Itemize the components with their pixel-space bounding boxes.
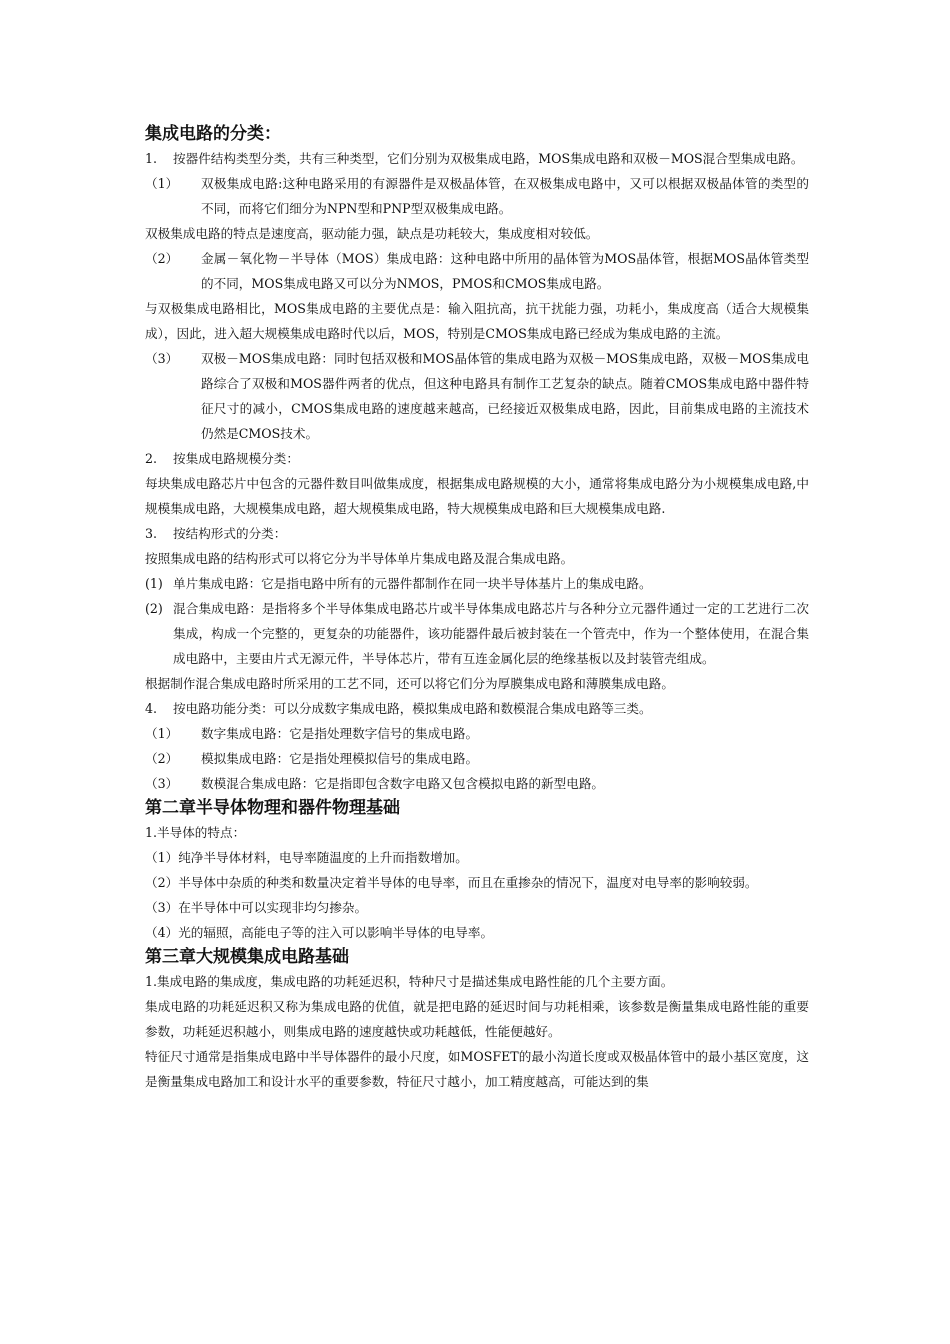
sub-item-digital <box>145 721 809 746</box>
paragraph: （3）在半导体中可以实现非均匀掺杂。 <box>145 900 368 915</box>
list-text: 混合集成电路：是指将多个半导体集成电路芯片或半导体集成电路芯片与各种分立元器件通过一定的工艺进行二次集成，构成一个完整的，更复杂的功能器件，该功能器件最后被封装在一个管壳中，作为一个整体使用，在混合集成电路中，主要由片式无源元件，半导体芯片，带有互连金属化层的绝缘基板以及封装管壳组成。 <box>173 601 809 666</box>
paragraph: 集成电路的功耗延迟积又称为集成电路的优值，就是把电路的延迟时间与功耗相乘，该参数是衡量集成电路性能的重要参数，功耗延迟积越小，则集成电路的速度越快或功耗越低，性能便越好。 <box>145 999 809 1039</box>
paragraph: 与双极集成电路相比，MOS集成电路的主要优点是：输入阻抗高，抗干扰能力强，功耗小，集成度高（适合大规模集成），因此，进入超大规模集成电路时代以后，MOS，特别是CMOS集成电路已经成为集成电路的主流。 <box>145 301 809 341</box>
list-marker: （1） <box>145 726 179 741</box>
sub-item-mos <box>145 246 809 296</box>
list-marker: 4. <box>145 701 158 716</box>
paragraph: 按照集成电路的结构形式可以将它分为半导体单片集成电路及混合集成电路。 <box>145 551 574 566</box>
list-item-1 <box>145 146 809 171</box>
list-marker: (2) <box>145 601 163 616</box>
paragraph: 特征尺寸通常是指集成电路中半导体器件的最小尺度，如MOSFET的最小沟道长度或双极晶体管中的最小基区宽度，这是衡量集成电路加工和设计水平的重要参数，特征尺寸越小，加工精度越高，可能达到的集 <box>145 1049 809 1089</box>
list-text: 按结构形式的分类： <box>173 526 287 541</box>
list-text: 数模混合集成电路：它是指即包含数字电路又包含模拟电路的新型电路。 <box>201 776 604 791</box>
list-marker: （1） <box>145 176 179 191</box>
list-marker: （2） <box>145 251 179 266</box>
sub-item-analog <box>145 746 809 771</box>
list-text: 按电路功能分类：可以分成数字集成电路，模拟集成电路和数模混合集成电路等三类。 <box>173 701 652 716</box>
list-text: 按集成电路规模分类： <box>173 451 299 466</box>
chapter-heading-3: 第三章大规模集成电路基础 <box>145 947 349 967</box>
list-item-4 <box>145 696 809 721</box>
sub-item-bipolar <box>145 171 809 221</box>
list-marker: 3. <box>145 526 158 541</box>
paragraph: （4）光的辐照，高能电子等的注入可以影响半导体的电导率。 <box>145 925 494 940</box>
list-marker: （3） <box>145 776 179 791</box>
list-text: 双极集成电路:这种电路采用的有源器件是双极晶体管，在双极集成电路中，又可以根据双极晶体管的类型的不同，而将它们细分为NPN型和PNP型双极集成电路。 <box>201 176 809 216</box>
section-heading-ic-classification: 集成电路的分类： <box>145 124 281 144</box>
paragraph: （2）半导体中杂质的种类和数量决定着半导体的电导率，而且在重掺杂的情况下，温度对电导率的影响较弱。 <box>145 875 758 890</box>
list-text: 金属－氧化物－半导体（MOS）集成电路：这种电路中所用的晶体管为MOS晶体管，根据MOS晶体管类型的不同，MOS集成电路又可以分为NMOS，PMOS和CMOS集成电路。 <box>201 251 809 291</box>
list-text: 按器件结构类型分类，共有三种类型，它们分别为双极集成电路，MOS集成电路和双极－MOS混合型集成电路。 <box>173 151 804 166</box>
list-text: 数字集成电路：它是指处理数字信号的集成电路。 <box>201 726 479 741</box>
sub-item-hybrid <box>145 596 809 671</box>
list-item-3 <box>145 521 809 546</box>
paragraph: 双极集成电路的特点是速度高，驱动能力强，缺点是功耗较大，集成度相对较低。 <box>145 226 599 241</box>
paragraph: 根据制作混合集成电路时所采用的工艺不同，还可以将它们分为厚膜集成电路和薄膜集成电路。 <box>145 676 674 691</box>
list-text: 模拟集成电路：它是指处理模拟信号的集成电路。 <box>201 751 479 766</box>
list-marker: 1. <box>145 151 158 166</box>
list-marker: （3） <box>145 351 179 366</box>
sub-item-monolithic <box>145 571 809 596</box>
list-marker: （2） <box>145 751 179 766</box>
paragraph: 每块集成电路芯片中包含的元器件数目叫做集成度，根据集成电路规模的大小，通常将集成电路分为小规模集成电路,中规模集成电路，大规模集成电路，超大规模集成电路，特大规模集成电路和巨大规模集成电路. <box>145 476 809 516</box>
document-page <box>145 122 809 1094</box>
paragraph: 1.半导体的特点： <box>145 825 246 840</box>
list-text: 双极－MOS集成电路：同时包括双极和MOS晶体管的集成电路为双极－MOS集成电路，双极－MOS集成电路综合了双极和MOS器件两者的优点，但这种电路具有制作工艺复杂的缺点。随着CMOS集成电路中器件特征尺寸的减小，CMOS集成电路的速度越来越高，已经接近双极集成电路，因此，目前集成电路的主流技术仍然是CMOS技术。 <box>201 351 809 441</box>
sub-item-bimos <box>145 346 809 446</box>
paragraph: （1）纯净半导体材料，电导率随温度的上升而指数增加。 <box>145 850 468 865</box>
paragraph: 1.集成电路的集成度，集成电路的功耗延迟积，特种尺寸是描述集成电路性能的几个主要方面。 <box>145 974 674 989</box>
list-item-2 <box>145 446 809 471</box>
sub-item-mixed <box>145 771 809 796</box>
list-marker: (1) <box>145 576 163 591</box>
list-text: 单片集成电路：它是指电路中所有的元器件都制作在同一块半导体基片上的集成电路。 <box>173 576 652 591</box>
list-marker: 2. <box>145 451 158 466</box>
chapter-heading-2: 第二章半导体物理和器件物理基础 <box>145 798 400 818</box>
